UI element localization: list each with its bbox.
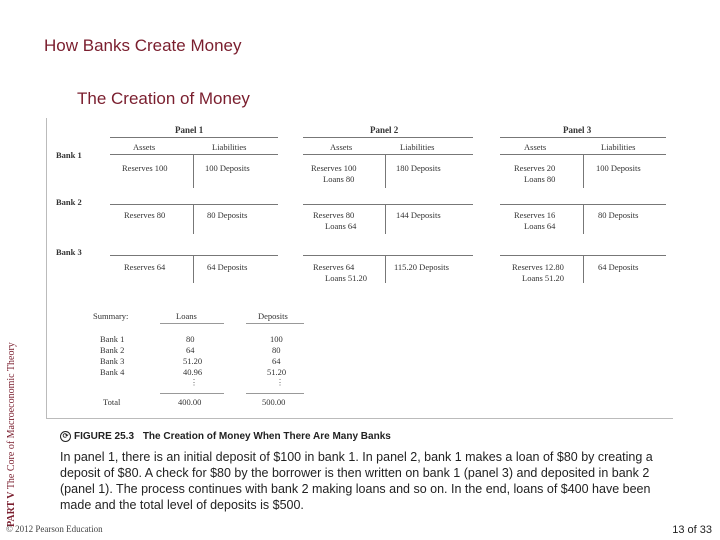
copyright: © 2012 Pearson Education	[6, 524, 103, 534]
figure-number: FIGURE 25.3	[74, 431, 135, 443]
summary-deposits-rule	[246, 323, 304, 324]
panel-2-t2-top	[303, 204, 473, 205]
panel-1-liabilities-header: Liabilities	[212, 142, 247, 152]
panel-2-liabilities-header: Liabilities	[400, 142, 435, 152]
summary-row-4-loans: 40.96	[183, 367, 203, 377]
summary-row-3-deposits: 64	[272, 356, 281, 366]
figure-caption-title: The Creation of Money When There Are Many Banks	[142, 431, 391, 443]
panel-3-t-bank2	[583, 204, 584, 234]
panel-3-t-bank1	[583, 154, 584, 188]
summary-total-deposits: 500.00	[262, 397, 286, 407]
panel-1-t-bank2	[193, 204, 194, 234]
panel-2-t-top	[303, 154, 473, 155]
summary-row-3-bank: Bank 3	[100, 356, 125, 366]
panel-1-bank3-asset: Reserves 64	[124, 262, 166, 272]
panel-1-bank3-liability: 64 Deposits	[207, 262, 248, 272]
summary-label: Summary:	[93, 311, 129, 321]
summary-row-4-bank: Bank 4	[100, 367, 125, 377]
panel-1-rule	[110, 137, 278, 138]
summary-total-label: Total	[103, 397, 121, 407]
summary-deposits-header: Deposits	[258, 311, 288, 321]
panel-2-rule	[303, 137, 473, 138]
panel-3-rule	[500, 137, 666, 138]
summary-row-1-loans: 80	[186, 334, 195, 344]
panel-2-bank3-liability: 115.20 Deposits	[394, 262, 449, 272]
panel-3-bank3-liability: 64 Deposits	[598, 262, 639, 272]
slide-title: How Banks Create Money	[44, 36, 242, 55]
panel-2-title: Panel 2	[370, 125, 399, 135]
side-label-part: PART V	[6, 491, 17, 527]
panel-1-t-bank3	[193, 255, 194, 283]
panel-3-assets-header: Assets	[524, 142, 547, 152]
summary-deposits-total-rule	[246, 393, 304, 394]
summary-row-1-bank: Bank 1	[100, 334, 125, 344]
panel-1-t3-top	[110, 255, 278, 256]
summary-row-1-deposits: 100	[270, 334, 283, 344]
panel-3-bank3-asset-1: Reserves 12.80	[512, 262, 564, 272]
panel-3-bank1-liability: 100 Deposits	[596, 163, 641, 173]
panel-2-bank1-asset-1: Reserves 100	[311, 163, 357, 173]
page-number: 13 of 33	[672, 524, 712, 536]
slide-subtitle: The Creation of Money	[77, 89, 250, 108]
panel-3-t-bank3	[583, 255, 584, 283]
summary-row-3-loans: 51.20	[183, 356, 203, 366]
panel-3-bank1-asset-2: Loans 80	[524, 174, 556, 184]
bank-label-2: Bank 2	[56, 197, 82, 207]
summary-loans-rule	[160, 323, 224, 324]
panel-1-title: Panel 1	[175, 125, 204, 135]
panel-1-bank2-asset: Reserves 80	[124, 210, 166, 220]
summary-row-4-deposits: 51.20	[267, 367, 287, 377]
panel-2-t3-top	[303, 255, 473, 256]
circle-arrow-icon: ⟳	[60, 431, 71, 442]
panel-3-bank1-asset-1: Reserves 20	[514, 163, 556, 173]
side-label	[6, 342, 17, 527]
panel-3-bank2-liability: 80 Deposits	[598, 210, 639, 220]
panel-2-assets-header: Assets	[330, 142, 353, 152]
panel-2-t-bank2	[385, 204, 386, 234]
panel-2-bank2-asset-2: Loans 64	[325, 221, 357, 231]
panel-1-t-bank1	[193, 154, 194, 188]
panel-1-assets-header: Assets	[133, 142, 156, 152]
panel-2-bank3-asset-2: Loans 51.20	[325, 273, 368, 283]
figure-caption	[60, 431, 391, 442]
panel-3-title: Panel 3	[563, 125, 592, 135]
panel-2-bank3-asset-1: Reserves 64	[313, 262, 355, 272]
panel-2-bank1-liability: 180 Deposits	[396, 163, 441, 173]
panel-2-t-bank3	[385, 255, 386, 283]
panel-1-t2-top	[110, 204, 278, 205]
summary-row-2-bank: Bank 2	[100, 345, 125, 355]
side-label-text: The Core of Macroeconomic Theory	[6, 342, 17, 490]
panel-3-bank3-asset-2: Loans 51.20	[522, 273, 565, 283]
summary-total-loans: 400.00	[178, 397, 202, 407]
figure-description: In panel 1, there is an initial deposit of $100 in bank 1. In panel 2, bank 1 makes a loan of $80 by creating a deposit of $80. A check for $80 by the borrower is then written on bank 1 (panel 3) and deposited in bank 2 (panel 1). The process continues with bank 2 making loans and so on. In the end, loans of $400 have been made and the total level of deposits is $500.	[60, 450, 653, 512]
panel-2-t-bank1	[385, 154, 386, 188]
summary-loans-header: Loans	[176, 311, 197, 321]
panel-2-bank2-asset-1: Reserves 80	[313, 210, 355, 220]
panel-1-bank2-liability: 80 Deposits	[207, 210, 248, 220]
panel-1-t-top	[110, 154, 278, 155]
panel-1-bank1-asset: Reserves 100	[122, 163, 168, 173]
bank-label-3: Bank 3	[56, 247, 82, 257]
summary-row-2-deposits: 80	[272, 345, 281, 355]
summary-loans-ellipsis: ⋮	[190, 378, 198, 387]
panel-2-bank2-liability: 144 Deposits	[396, 210, 441, 220]
panel-3-liabilities-header: Liabilities	[601, 142, 636, 152]
panel-3-bank2-asset-2: Loans 64	[524, 221, 556, 231]
bank-label-1: Bank 1	[56, 150, 82, 160]
summary-row-2-loans: 64	[186, 345, 195, 355]
summary-loans-total-rule	[160, 393, 224, 394]
summary-deposits-ellipsis: ⋮	[276, 378, 284, 387]
panel-1-bank1-liability: 100 Deposits	[205, 163, 250, 173]
panel-2-bank1-asset-2: Loans 80	[323, 174, 355, 184]
panel-3-bank2-asset-1: Reserves 16	[514, 210, 556, 220]
